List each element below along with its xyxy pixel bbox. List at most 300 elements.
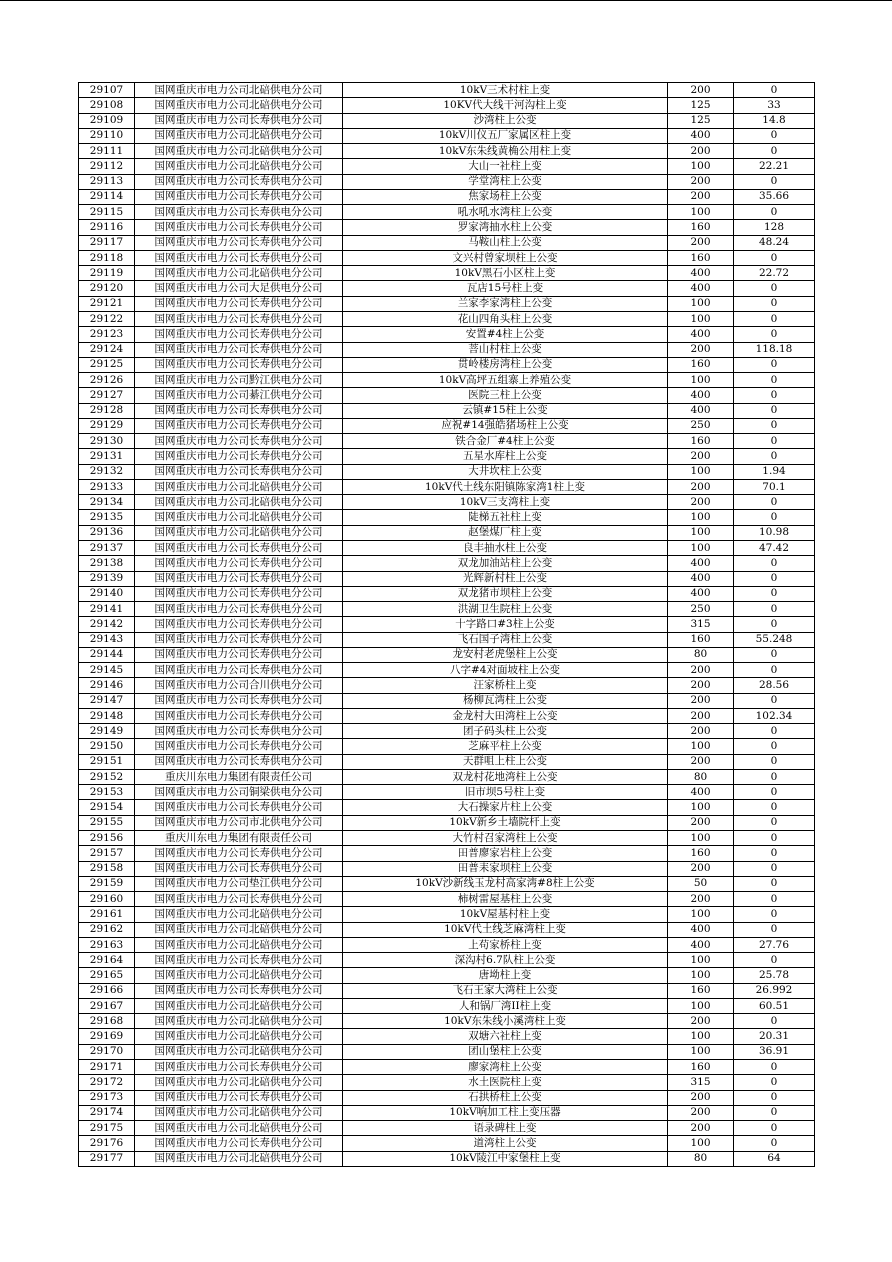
company-cell: 国网重庆市电力公司北碚供电分公司: [135, 1014, 343, 1029]
company-cell: 国网重庆市电力公司北碚供电分公司: [135, 1029, 343, 1044]
transformer-name-cell: 10kV川仪五厂家属区柱上变: [343, 128, 668, 143]
capacity-cell: 100: [668, 373, 734, 388]
table-row: [79, 83, 815, 98]
transformer-name-cell: 焦家场柱上公变: [343, 189, 668, 204]
company-cell: 重庆川东电力集团有限责任公司: [135, 831, 343, 846]
company-cell: 国网重庆市电力公司北碚供电分公司: [135, 98, 343, 113]
capacity-cell: 125: [668, 98, 734, 113]
capacity-cell: 100: [668, 296, 734, 311]
value-cell: 0: [734, 586, 815, 601]
record-id-cell: 29146: [79, 678, 135, 693]
capacity-cell: 200: [668, 1014, 734, 1029]
capacity-cell: 100: [668, 540, 734, 555]
company-cell: 国网重庆市电力公司长寿供电分公司: [135, 586, 343, 601]
table-row: [79, 861, 815, 876]
value-cell: 55.248: [734, 632, 815, 647]
value-cell: 0: [734, 1014, 815, 1029]
company-cell: 国网重庆市电力公司北碚供电分公司: [135, 998, 343, 1013]
table-row: [79, 739, 815, 754]
capacity-cell: 315: [668, 617, 734, 632]
company-cell: 国网重庆市电力公司北碚供电分公司: [135, 922, 343, 937]
capacity-cell: 200: [668, 861, 734, 876]
record-id-cell: 29134: [79, 495, 135, 510]
value-cell: 0: [734, 800, 815, 815]
record-id-cell: 29177: [79, 1151, 135, 1166]
record-id-cell: 29109: [79, 113, 135, 128]
transformer-name-cell: 10kV屋基村柱上变: [343, 907, 668, 922]
table-row: [79, 1090, 815, 1105]
transformer-name-cell: 杨柳瓦湾柱上公变: [343, 693, 668, 708]
table-row: [79, 647, 815, 662]
record-id-cell: 29149: [79, 724, 135, 739]
company-cell: 国网重庆市电力公司长寿供电分公司: [135, 663, 343, 678]
transformer-name-cell: 唐坳柱上变: [343, 968, 668, 983]
capacity-cell: 160: [668, 846, 734, 861]
capacity-cell: 100: [668, 510, 734, 525]
table-row: [79, 266, 815, 281]
capacity-cell: 100: [668, 159, 734, 174]
record-id-cell: 29108: [79, 98, 135, 113]
company-cell: 重庆川东电力集团有限责任公司: [135, 769, 343, 784]
capacity-cell: 400: [668, 937, 734, 952]
capacity-cell: 200: [668, 815, 734, 830]
table-row: [79, 357, 815, 372]
company-cell: 国网重庆市电力公司长寿供电分公司: [135, 327, 343, 342]
value-cell: 0: [734, 693, 815, 708]
value-cell: 0: [734, 846, 815, 861]
table-body: [79, 83, 815, 1167]
table-row: [79, 632, 815, 647]
capacity-cell: 200: [668, 144, 734, 159]
record-id-cell: 29171: [79, 1060, 135, 1075]
table-row: [79, 327, 815, 342]
transformer-name-cell: 瓦店15号柱上变: [343, 281, 668, 296]
table-row: [79, 1029, 815, 1044]
value-cell: 0: [734, 769, 815, 784]
value-cell: 22.21: [734, 159, 815, 174]
table-row: [79, 769, 815, 784]
table-row: [79, 98, 815, 113]
transformer-name-cell: 双龙村花地湾柱上公变: [343, 769, 668, 784]
table-row: [79, 235, 815, 250]
company-cell: 国网重庆市电力公司綦江供电分公司: [135, 388, 343, 403]
value-cell: 118.18: [734, 342, 815, 357]
capacity-cell: 200: [668, 449, 734, 464]
transformer-name-cell: 良丰抽水柱上公变: [343, 540, 668, 555]
value-cell: 0: [734, 83, 815, 98]
value-cell: 0: [734, 815, 815, 830]
value-cell: 0: [734, 128, 815, 143]
record-id-cell: 29155: [79, 815, 135, 830]
record-id-cell: 29169: [79, 1029, 135, 1044]
transformer-name-cell: 廖家湾柱上公变: [343, 1060, 668, 1075]
table-row: [79, 495, 815, 510]
table-row: [79, 892, 815, 907]
company-cell: 国网重庆市电力公司黔江供电分公司: [135, 373, 343, 388]
company-cell: 国网重庆市电力公司长寿供电分公司: [135, 754, 343, 769]
capacity-cell: 200: [668, 754, 734, 769]
transformer-name-cell: 五星水库柱上公变: [343, 449, 668, 464]
transformer-name-cell: 双龙猪市坝柱上公变: [343, 586, 668, 601]
company-cell: 国网重庆市电力公司北碚供电分公司: [135, 159, 343, 174]
transformer-name-cell: 芝麻平柱上公变: [343, 739, 668, 754]
company-cell: 国网重庆市电力公司北碚供电分公司: [135, 266, 343, 281]
company-cell: 国网重庆市电力公司北碚供电分公司: [135, 907, 343, 922]
record-id-cell: 29121: [79, 296, 135, 311]
company-cell: 国网重庆市电力公司长寿供电分公司: [135, 1090, 343, 1105]
transformer-name-cell: 龙安村老虎堡柱上公变: [343, 647, 668, 662]
value-cell: 28.56: [734, 678, 815, 693]
table-row: [79, 128, 815, 143]
transformer-name-cell: 人和锅厂湾II柱上变: [343, 998, 668, 1013]
company-cell: 国网重庆市电力公司北碚供电分公司: [135, 128, 343, 143]
value-cell: 0: [734, 663, 815, 678]
transformer-name-cell: 双塘六社柱上变: [343, 1029, 668, 1044]
table-row: [79, 998, 815, 1013]
value-cell: 0: [734, 754, 815, 769]
value-cell: 102.34: [734, 708, 815, 723]
table-row: [79, 907, 815, 922]
record-id-cell: 29172: [79, 1075, 135, 1090]
capacity-cell: 250: [668, 602, 734, 617]
transformer-name-cell: 团山堡柱上公变: [343, 1044, 668, 1059]
record-id-cell: 29163: [79, 937, 135, 952]
table-row: [79, 937, 815, 952]
company-cell: 国网重庆市电力公司长寿供电分公司: [135, 571, 343, 586]
company-cell: 国网重庆市电力公司合川供电分公司: [135, 678, 343, 693]
value-cell: 0: [734, 388, 815, 403]
table-row: [79, 113, 815, 128]
transformer-name-cell: 10kV新乡土墙院杆上变: [343, 815, 668, 830]
record-id-cell: 29117: [79, 235, 135, 250]
value-cell: 14.8: [734, 113, 815, 128]
table-row: [79, 281, 815, 296]
company-cell: 国网重庆市电力公司长寿供电分公司: [135, 556, 343, 571]
value-cell: 27.76: [734, 937, 815, 952]
capacity-cell: 100: [668, 907, 734, 922]
record-id-cell: 29170: [79, 1044, 135, 1059]
capacity-cell: 200: [668, 724, 734, 739]
capacity-cell: 160: [668, 357, 734, 372]
table-row: [79, 189, 815, 204]
company-cell: 国网重庆市电力公司长寿供电分公司: [135, 434, 343, 449]
capacity-cell: 400: [668, 281, 734, 296]
capacity-cell: 100: [668, 800, 734, 815]
company-cell: 国网重庆市电力公司长寿供电分公司: [135, 632, 343, 647]
record-id-cell: 29124: [79, 342, 135, 357]
table-row: [79, 876, 815, 891]
capacity-cell: 100: [668, 739, 734, 754]
company-cell: 国网重庆市电力公司北碚供电分公司: [135, 1044, 343, 1059]
record-id-cell: 29125: [79, 357, 135, 372]
company-cell: 国网重庆市电力公司北碚供电分公司: [135, 1151, 343, 1166]
company-cell: 国网重庆市电力公司长寿供电分公司: [135, 708, 343, 723]
record-id-cell: 29137: [79, 540, 135, 555]
table-row: [79, 311, 815, 326]
capacity-cell: 80: [668, 769, 734, 784]
table-row: [79, 1105, 815, 1120]
capacity-cell: 80: [668, 1151, 734, 1166]
value-cell: 35.66: [734, 189, 815, 204]
company-cell: 国网重庆市电力公司北碚供电分公司: [135, 968, 343, 983]
company-cell: 国网重庆市电力公司长寿供电分公司: [135, 892, 343, 907]
transformer-name-cell: 深沟村6.7队柱上公变: [343, 953, 668, 968]
table-row: [79, 922, 815, 937]
capacity-cell: 400: [668, 785, 734, 800]
capacity-cell: 100: [668, 968, 734, 983]
capacity-cell: 100: [668, 1136, 734, 1151]
capacity-cell: 200: [668, 1090, 734, 1105]
company-cell: 国网重庆市电力公司北碚供电分公司: [135, 1105, 343, 1120]
record-id-cell: 29113: [79, 174, 135, 189]
value-cell: 0: [734, 571, 815, 586]
record-id-cell: 29128: [79, 403, 135, 418]
record-id-cell: 29112: [79, 159, 135, 174]
table-row: [79, 296, 815, 311]
record-id-cell: 29173: [79, 1090, 135, 1105]
record-id-cell: 29176: [79, 1136, 135, 1151]
transformer-name-cell: 云镇#15柱上公变: [343, 403, 668, 418]
capacity-cell: 160: [668, 434, 734, 449]
table-row: [79, 663, 815, 678]
company-cell: 国网重庆市电力公司长寿供电分公司: [135, 602, 343, 617]
table-row: [79, 586, 815, 601]
capacity-cell: 400: [668, 556, 734, 571]
capacity-cell: 100: [668, 311, 734, 326]
record-id-cell: 29144: [79, 647, 135, 662]
record-id-cell: 29129: [79, 418, 135, 433]
capacity-cell: 400: [668, 266, 734, 281]
table-row: [79, 571, 815, 586]
capacity-cell: 125: [668, 113, 734, 128]
transformer-name-cell: 安置#4柱上公变: [343, 327, 668, 342]
company-cell: 国网重庆市电力公司长寿供电分公司: [135, 311, 343, 326]
table-row: [79, 174, 815, 189]
company-cell: 国网重庆市电力公司长寿供电分公司: [135, 449, 343, 464]
record-id-cell: 29114: [79, 189, 135, 204]
table-row: [79, 449, 815, 464]
value-cell: 0: [734, 418, 815, 433]
record-id-cell: 29145: [79, 663, 135, 678]
company-cell: 国网重庆市电力公司北碚供电分公司: [135, 1075, 343, 1090]
transformer-name-cell: 10kV东朱线黄桷公用柱上变: [343, 144, 668, 159]
transformer-name-cell: 十字路口#3柱上公变: [343, 617, 668, 632]
table-row: [79, 983, 815, 998]
capacity-cell: 200: [668, 892, 734, 907]
company-cell: 国网重庆市电力公司北碚供电分公司: [135, 495, 343, 510]
table-row: [79, 678, 815, 693]
capacity-cell: 200: [668, 174, 734, 189]
capacity-cell: 200: [668, 1121, 734, 1136]
record-id-cell: 29150: [79, 739, 135, 754]
transformer-name-cell: 10kV沙新线玉龙村高家湾#8柱上公变: [343, 876, 668, 891]
capacity-cell: 400: [668, 128, 734, 143]
transformer-name-cell: 吼水吼水湾柱上公变: [343, 205, 668, 220]
record-id-cell: 29167: [79, 998, 135, 1013]
transformer-name-cell: 10kV高坪五组寨上养殖公变: [343, 373, 668, 388]
company-cell: 国网重庆市电力公司长寿供电分公司: [135, 739, 343, 754]
value-cell: 0: [734, 403, 815, 418]
table-row: [79, 708, 815, 723]
record-id-cell: 29110: [79, 128, 135, 143]
company-cell: 国网重庆市电力公司长寿供电分公司: [135, 861, 343, 876]
capacity-cell: 160: [668, 632, 734, 647]
transformer-name-cell: 田普耒家坝柱上公变: [343, 861, 668, 876]
value-cell: 0: [734, 357, 815, 372]
record-id-cell: 29151: [79, 754, 135, 769]
value-cell: 64: [734, 1151, 815, 1166]
record-id-cell: 29133: [79, 479, 135, 494]
transformer-name-cell: 10KV代大线干河沟柱上变: [343, 98, 668, 113]
company-cell: 国网重庆市电力公司长寿供电分公司: [135, 296, 343, 311]
company-cell: 国网重庆市电力公司长寿供电分公司: [135, 220, 343, 235]
table-row: [79, 144, 815, 159]
transformer-name-cell: 沙湾柱上公变: [343, 113, 668, 128]
transformer-name-cell: 飞石王家大湾柱上公变: [343, 983, 668, 998]
record-id-cell: 29135: [79, 510, 135, 525]
capacity-cell: 400: [668, 922, 734, 937]
company-cell: 国网重庆市电力公司长寿供电分公司: [135, 953, 343, 968]
capacity-cell: 200: [668, 189, 734, 204]
transformer-name-cell: 铁合金厂#4柱上公变: [343, 434, 668, 449]
table-row: [79, 434, 815, 449]
value-cell: 1.94: [734, 464, 815, 479]
page-top-rule: [0, 0, 892, 1]
record-id-cell: 29153: [79, 785, 135, 800]
transformer-name-cell: 10kV东朱线小溪湾柱上变: [343, 1014, 668, 1029]
transformer-name-cell: 医院三柱上公变: [343, 388, 668, 403]
value-cell: 0: [734, 449, 815, 464]
transformer-name-cell: 学堂湾柱上公变: [343, 174, 668, 189]
company-cell: 国网重庆市电力公司北碚供电分公司: [135, 510, 343, 525]
value-cell: 0: [734, 311, 815, 326]
capacity-cell: 100: [668, 998, 734, 1013]
value-cell: 0: [734, 1075, 815, 1090]
table-row: [79, 1136, 815, 1151]
transformer-name-cell: 10kV代土线芝麻湾柱上变: [343, 922, 668, 937]
transformer-name-cell: 金龙村大田湾柱上公变: [343, 708, 668, 723]
table-row: [79, 250, 815, 265]
company-cell: 国网重庆市电力公司长寿供电分公司: [135, 647, 343, 662]
company-cell: 国网重庆市电力公司北碚供电分公司: [135, 479, 343, 494]
table-row: [79, 1014, 815, 1029]
record-id-cell: 29152: [79, 769, 135, 784]
company-cell: 国网重庆市电力公司长寿供电分公司: [135, 418, 343, 433]
capacity-cell: 100: [668, 525, 734, 540]
company-cell: 国网重庆市电力公司北碚供电分公司: [135, 83, 343, 98]
value-cell: 0: [734, 510, 815, 525]
record-id-cell: 29122: [79, 311, 135, 326]
transformer-name-cell: 陡梯五社柱上变: [343, 510, 668, 525]
company-cell: 国网重庆市电力公司长寿供电分公司: [135, 540, 343, 555]
record-id-cell: 29136: [79, 525, 135, 540]
record-id-cell: 29126: [79, 373, 135, 388]
value-cell: 0: [734, 174, 815, 189]
record-id-cell: 29139: [79, 571, 135, 586]
transformer-name-cell: 柿树雷屋基柱上公变: [343, 892, 668, 907]
table-row: [79, 968, 815, 983]
value-cell: 0: [734, 1136, 815, 1151]
capacity-cell: 160: [668, 250, 734, 265]
table-row: [79, 388, 815, 403]
value-cell: 33: [734, 98, 815, 113]
capacity-cell: 200: [668, 663, 734, 678]
table-row: [79, 556, 815, 571]
capacity-cell: 200: [668, 235, 734, 250]
transformer-name-cell: 贯岭楼房湾柱上公变: [343, 357, 668, 372]
value-cell: 0: [734, 250, 815, 265]
transformer-name-cell: 飞石国子湾柱上公变: [343, 632, 668, 647]
transformer-name-cell: 道湾柱上公变: [343, 1136, 668, 1151]
record-id-cell: 29154: [79, 800, 135, 815]
record-id-cell: 29127: [79, 388, 135, 403]
transformer-name-cell: 兰家李家湾柱上公变: [343, 296, 668, 311]
company-cell: 国网重庆市电力公司铜梁供电分公司: [135, 785, 343, 800]
company-cell: 国网重庆市电力公司长寿供电分公司: [135, 189, 343, 204]
capacity-cell: 200: [668, 708, 734, 723]
record-id-cell: 29156: [79, 831, 135, 846]
value-cell: 0: [734, 892, 815, 907]
record-id-cell: 29120: [79, 281, 135, 296]
capacity-cell: 200: [668, 83, 734, 98]
table-row: [79, 1060, 815, 1075]
capacity-cell: 400: [668, 403, 734, 418]
record-id-cell: 29131: [79, 449, 135, 464]
value-cell: 0: [734, 434, 815, 449]
value-cell: 0: [734, 861, 815, 876]
company-cell: 国网重庆市电力公司长寿供电分公司: [135, 235, 343, 250]
transformer-name-cell: 文兴村曾家坝柱上公变: [343, 250, 668, 265]
transformer-name-cell: 光辉新村柱上公变: [343, 571, 668, 586]
value-cell: 0: [734, 647, 815, 662]
transformer-name-cell: 10kV三支湾柱上变: [343, 495, 668, 510]
transformer-name-cell: 水土医院柱上变: [343, 1075, 668, 1090]
record-id-cell: 29107: [79, 83, 135, 98]
record-id-cell: 29162: [79, 922, 135, 937]
capacity-cell: 400: [668, 388, 734, 403]
table-row: [79, 953, 815, 968]
company-cell: 国网重庆市电力公司北碚供电分公司: [135, 525, 343, 540]
capacity-cell: 100: [668, 1044, 734, 1059]
table-row: [79, 479, 815, 494]
table-row: [79, 1151, 815, 1166]
transformer-name-cell: 10kV陵江中家堡柱上变: [343, 1151, 668, 1166]
transformer-name-cell: 大竹村召家湾柱上公变: [343, 831, 668, 846]
value-cell: 0: [734, 724, 815, 739]
table-row: [79, 159, 815, 174]
company-cell: 国网重庆市电力公司长寿供电分公司: [135, 464, 343, 479]
transformer-name-cell: 旧市坝5号柱上变: [343, 785, 668, 800]
record-id-cell: 29140: [79, 586, 135, 601]
record-id-cell: 29115: [79, 205, 135, 220]
value-cell: 0: [734, 373, 815, 388]
transformer-name-cell: 八字#4对面坡柱上公变: [343, 663, 668, 678]
value-cell: 0: [734, 205, 815, 220]
transformer-name-cell: 应祝#14强皓猪场柱上公变: [343, 418, 668, 433]
table-row: [79, 220, 815, 235]
transformer-name-cell: 大石操家片柱上公变: [343, 800, 668, 815]
value-cell: 128: [734, 220, 815, 235]
table-row: [79, 800, 815, 815]
transformer-name-cell: 语录碑柱上变: [343, 1121, 668, 1136]
value-cell: 47.42: [734, 540, 815, 555]
value-cell: 0: [734, 1060, 815, 1075]
table-row: [79, 724, 815, 739]
transformer-name-cell: 10kV响加工柱上变压器: [343, 1105, 668, 1120]
table-row: [79, 831, 815, 846]
capacity-cell: 160: [668, 220, 734, 235]
record-id-cell: 29141: [79, 602, 135, 617]
